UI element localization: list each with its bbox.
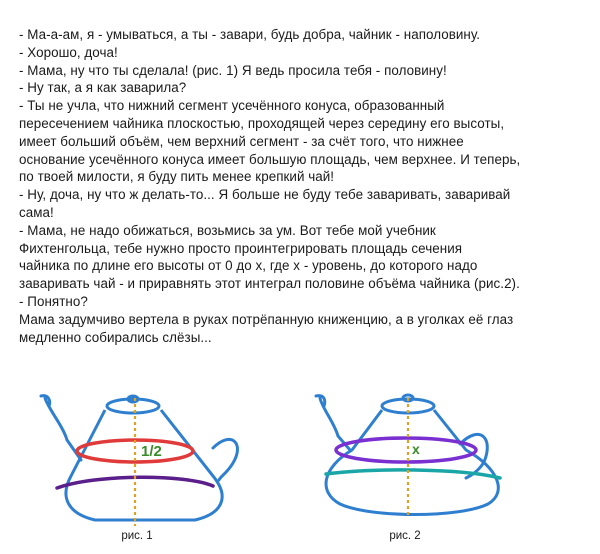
dialogue-line: - Ма-а-ам, я - умываться, а ты - завари, будь добра, чайник - наполовину. <box>19 27 481 42</box>
fraction-label: 1/2 <box>141 443 162 460</box>
dialogue-line: - Ты не учла, что нижний сегмент усечённого конуса, образованный <box>19 98 445 114</box>
teapot-drawing-1 <box>35 388 285 528</box>
dialogue-line: - Мама, ну что ты сделала! (рис. 1) Я ведь просила тебя - половину! <box>19 62 447 78</box>
dialogue-text <box>19 26 589 346</box>
level-x-label: x <box>412 441 420 457</box>
dialogue-line: - Ну так, а я как заварила? <box>19 80 187 96</box>
dialogue-line: сама! <box>19 204 54 220</box>
dialogue-line: имеет больший объём, чем верхний сегмент - за счёт того, что нижнее <box>19 133 464 149</box>
teapot-body <box>66 410 222 520</box>
dialogue-line: медленно собирались слёзы... <box>19 329 212 345</box>
dialogue-line: Мама задумчиво вертела в руках потрёпанную книженцию, а в уголках её глаз <box>19 311 514 327</box>
figure-2-caption: рис. 2 <box>389 530 421 542</box>
dialogue-line: чайника по длине его высоты от 0 до х, где х - уровень, до которого надо <box>19 258 478 274</box>
level-x-cut <box>336 438 476 462</box>
dialogue-line: Фихтенгольца, тебе нужно просто проинтегрировать площадь сечения <box>19 240 463 256</box>
teapot-handle <box>213 439 237 480</box>
teapot-figure-1 <box>35 388 285 528</box>
dialogue-line: - Понятно? <box>19 293 88 309</box>
figure-1-caption: рис. 1 <box>121 530 153 542</box>
dialogue-line: - Мама, не надо обижаться, возьмись за ум. Вот тебе мой учебник <box>19 222 436 238</box>
dialogue-line: - Ну, доча, ну что ж делать-то... Я больше не буду тебе заваривать, заваривай <box>19 187 511 203</box>
dialogue-line: - Хорошо, доча! <box>19 44 118 60</box>
dialogue-line: пересечением чайника плоскостью, проходящей через середину его высоты, <box>19 115 505 131</box>
bottom-line <box>326 470 500 478</box>
teapot-figure-2 <box>310 388 560 528</box>
teapot-drawing-2 <box>310 388 560 528</box>
dialogue-line: заваривать чай - и приравнять этот интеграл половине объёма чайника (рис.2). <box>19 276 520 292</box>
dialogue-line: по твоей милости, я буду пить менее крепкий чай! <box>19 169 335 185</box>
dialogue-line: основание усечённого конуса имеет большую площадь, чем верхнее. И теперь, <box>19 151 521 167</box>
